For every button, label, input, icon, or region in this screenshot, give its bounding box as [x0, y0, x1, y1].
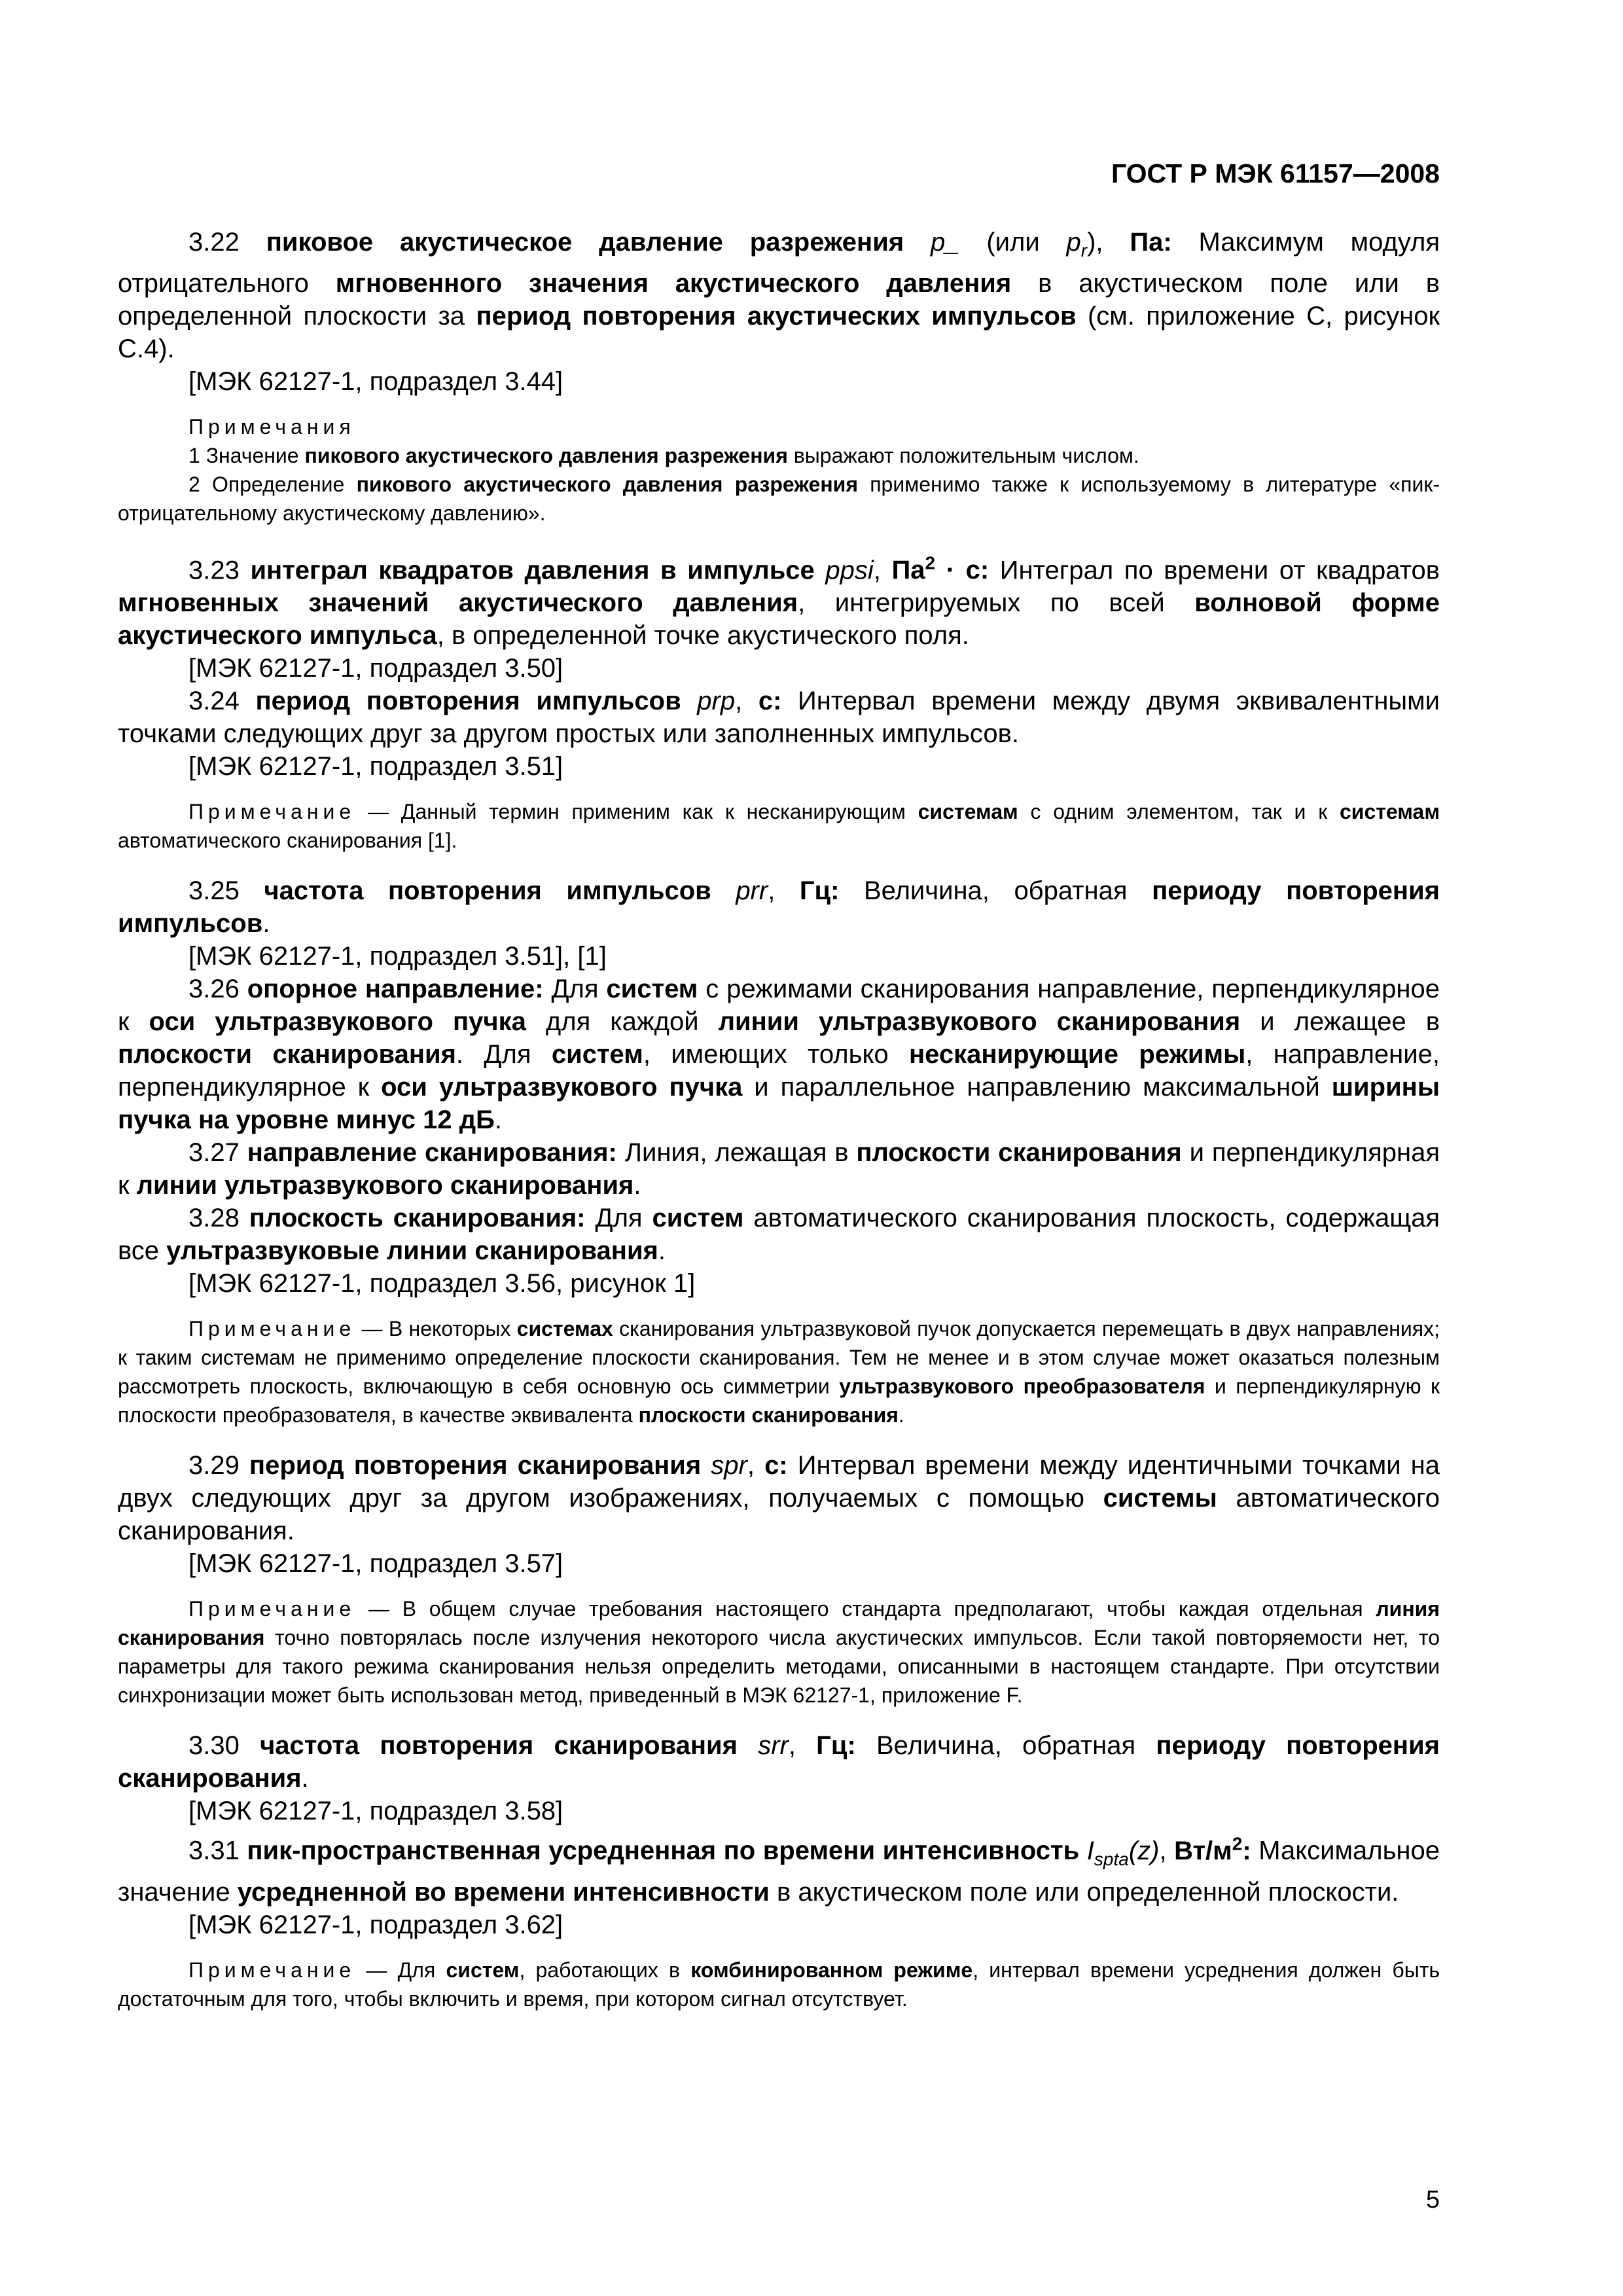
unit-tail: :: [1242, 1836, 1251, 1865]
term-symbol: p_: [930, 228, 960, 257]
bold-term: пикового акустического давления разрежения: [356, 473, 858, 496]
clause-3-31: 3.31 пик-пространственная усредненная по времени интенсивность $I_{spta}(z)$, $Вт/м^2$: Максимальное значение усредненной во времени интенсивности в акустическом поле или определенной плоскости.: [118, 1833, 1440, 1907]
term-symbol: [1086, 1836, 1160, 1869]
text: — В общем случае требования настоящего стандарта предполагают, чтобы каждая отдельная: [355, 1597, 1376, 1621]
note: [118, 1956, 1440, 2013]
text: , интервал времени усреднения должен быть достаточным для того, чтобы включить и время, при котором сигнал отсутствует.: [118, 1958, 1440, 2011]
unit-base: Па: [891, 556, 925, 585]
term: интеграл квадратов давления в импульсе: [250, 556, 815, 585]
text: , работающих в: [519, 1958, 691, 1982]
note-label: Примечание: [188, 800, 356, 824]
bold-term: несканирующие режимы: [909, 1040, 1246, 1069]
term-symbol: prp: [697, 687, 736, 716]
alt-symbol-base: p: [1066, 228, 1081, 257]
term-unit: Гц:: [799, 876, 840, 906]
bold-term: системах: [516, 1317, 613, 1341]
bold-term: периоду повторения сканирования: [118, 1731, 1440, 1793]
text: .: [658, 1236, 666, 1266]
clause-number: 3.22: [188, 228, 266, 257]
page-content: [118, 226, 1440, 2013]
bold-term: системам: [918, 800, 1018, 824]
note: [118, 1314, 1440, 1429]
term-unit: [891, 553, 990, 585]
bold-term: ультразвукового преобразователя: [839, 1374, 1205, 1399]
text: , в определенной точке акустического поля.: [437, 621, 969, 651]
bold-term: системам: [1339, 800, 1440, 824]
reference: [МЭК 62127-1, подраздел 3.57]: [188, 1549, 563, 1579]
bold-term: плоскости сканирования: [856, 1138, 1182, 1168]
text: .: [633, 1171, 641, 1200]
text: 1 Значение: [188, 444, 305, 467]
text: и лежащее в: [1240, 1007, 1440, 1037]
clause-number: 3.31: [188, 1836, 247, 1865]
clause-number: 3.26: [188, 975, 247, 1004]
text: .: [301, 1764, 309, 1793]
bold-term: систем: [606, 975, 698, 1004]
text: Максимальное значение: [118, 1836, 1440, 1907]
text: .: [494, 1105, 503, 1135]
clause-3-26: [118, 973, 1440, 1136]
text: Интервал времени между двумя эквивалентными точками следующих друг за другом простых или заполненных импульсов.: [118, 687, 1440, 749]
document-page: [118, 0, 1440, 2296]
term-unit: Па:: [1130, 228, 1172, 257]
clause-3-25: 3.25 частота повторения импульсов prr, Гц: Величина, обратная периоду повторения импульсов.: [118, 876, 1440, 939]
term-unit: с:: [764, 1451, 788, 1480]
term-unit: [1174, 1833, 1251, 1865]
term-symbol: ppsi: [825, 556, 874, 585]
bold-term: пикового акустического давления разрежения: [304, 444, 788, 467]
clause-3-28: [118, 1202, 1440, 1267]
bold-term: систем: [551, 1040, 643, 1069]
unit-base: Вт/м: [1174, 1836, 1232, 1865]
note: [118, 1594, 1440, 1710]
text: и параллельное направлению максимальной: [742, 1073, 1332, 1102]
term-symbol: prr: [736, 876, 768, 906]
text: (см. приложение С, рисунок С.4).: [118, 302, 1440, 363]
term-unit: с:: [758, 687, 782, 716]
clause-number: 3.30: [188, 1731, 260, 1761]
term: период повторения импульсов: [255, 687, 681, 716]
document-code-header: ГОСТ Р МЭК 61157—2008: [1111, 158, 1440, 188]
bold-term: мгновенных значений акустического давления: [118, 588, 798, 618]
clause-number: 3.23: [188, 556, 251, 585]
symbol-subscript: spta: [1094, 1848, 1129, 1869]
bold-term: систем: [652, 1204, 744, 1233]
term: пиковое акустическое давление разрежения: [266, 228, 904, 257]
text: для каждой: [526, 1007, 719, 1037]
note-label: Примечание: [188, 1317, 356, 1341]
text: (или: [959, 228, 1067, 257]
bold-term: системы: [1103, 1484, 1217, 1513]
bold-term: оси ультразвукового пучка: [381, 1073, 743, 1102]
text: Максимум модуля отрицательного: [118, 228, 1440, 298]
bold-term: оси ультразвукового пучка: [149, 1007, 526, 1037]
clause-3-27: [118, 1136, 1440, 1202]
text: применимо также к используемому в литературе «пик-отрицательному акустическому давлению».: [118, 473, 1440, 525]
term: частота повторения импульсов: [264, 876, 711, 906]
note-label: Примечание: [188, 1958, 356, 1982]
bold-term: ультразвуковые линии сканирования: [166, 1236, 658, 1266]
unit-tail: · с:: [935, 556, 990, 585]
bold-term: мгновенного значения акустического давления: [335, 269, 1012, 298]
text: Для: [585, 1204, 652, 1233]
text: с режимами сканирования направление, перпендикулярное к: [118, 975, 1440, 1037]
note-2: [118, 470, 1440, 528]
symbol-base: I: [1086, 1836, 1094, 1865]
note-1: [118, 441, 1440, 470]
bold-term: линии ультразвукового сканирования: [718, 1007, 1241, 1037]
reference: [МЭК 62127-1, подраздел 3.51], [1]: [188, 942, 607, 971]
clause-number: 3.28: [188, 1204, 249, 1233]
text: , имеющих только: [643, 1040, 910, 1069]
bold-term: волновой форме акустического импульса: [118, 588, 1440, 651]
clause-number: 3.25: [188, 876, 264, 906]
clause-number: 3.27: [188, 1138, 247, 1168]
text: автоматического сканирования.: [118, 1484, 1440, 1546]
term: опорное направление:: [247, 975, 544, 1004]
alt-symbol-subscript: r: [1080, 240, 1088, 260]
text: с одним элементом, так и к: [1018, 800, 1340, 824]
bold-term: ширины пучка на уровне минус 12 дБ: [118, 1073, 1440, 1135]
term-symbol: spr: [711, 1451, 747, 1480]
text: сканирования ультразвуковой пучок допускается перемещать в двух направлениях; к таким системам не применимо определение плоскости сканирования. Тем не менее и в этом случае может оказаться полезным рассмотреть плоскость, включающую в себя основную ось симметрии: [118, 1317, 1440, 1399]
text: Величина, обратная: [839, 876, 1152, 906]
text: .: [898, 1403, 904, 1427]
page-number: 5: [1425, 2186, 1440, 2214]
bold-term: периоду повторения импульсов: [118, 876, 1440, 939]
clause-number: 3.29: [188, 1451, 249, 1480]
text: ),: [1087, 228, 1130, 257]
term: плоскость сканирования:: [249, 1204, 586, 1233]
text: автоматического сканирования плоскость, содержащая все: [118, 1204, 1440, 1266]
note-label: Примечание: [188, 1597, 356, 1621]
text: в акустическом поле или в определенной плоскости за: [118, 269, 1440, 331]
bold-term: систем: [446, 1958, 520, 1982]
term: направление сканирования:: [247, 1138, 617, 1168]
clause-3-30: 3.30 частота повторения сканирования srr, Гц: Величина, обратная периоду повторения сканирования.: [118, 1731, 1440, 1793]
bold-term: линии ультразвукового сканирования: [136, 1171, 634, 1200]
term: период повторения сканирования: [249, 1451, 702, 1480]
term-unit: Гц:: [816, 1731, 856, 1761]
reference: [МЭК 62127-1, подраздел 3.56, рисунок 1]: [188, 1269, 696, 1299]
text: . Для: [455, 1040, 552, 1069]
text: Линия, лежащая в: [616, 1138, 857, 1168]
text: — Для: [355, 1958, 446, 1982]
reference: [МЭК 62127-1, подраздел 3.51]: [188, 752, 563, 781]
clause-3-23: 3.23 интеграл квадратов давления в импульсе ppsi, $Па^2 \cdot с$: Интеграл по времени от квадратов мгновенных значений акустического давления, интегрируемых по всей волновой форме акустического импульса, в определенной точке акустического поля.: [118, 553, 1440, 651]
text: Для: [543, 975, 607, 1004]
clause-3-29: 3.29 период повторения сканирования spr, с: Интервал времени между идентичными точками на двух следующих друг за другом изображениях, получаемых с помощью системы автоматического сканирования.: [118, 1451, 1440, 1546]
notes-heading: Примечания: [188, 415, 355, 439]
text: точно повторялась после излучения некоторого числа акустических импульсов. Если такой повторяемости нет, то параметры для такого режима сканирования нельзя определить методами, описанными в настоящем стандарте. При отсутствии синхронизации может быть использован метод, приведенный в МЭК 62127-1, приложение F.: [118, 1626, 1440, 1708]
text: — В некоторых: [355, 1317, 517, 1341]
symbol-argument: (z): [1128, 1836, 1160, 1865]
term: пик-пространственная усредненная по времени интенсивность: [247, 1836, 1080, 1865]
unit-superscript: 2: [1232, 1833, 1243, 1854]
term: частота повторения сканирования: [260, 1731, 738, 1761]
bold-term: линия сканирования: [118, 1597, 1440, 1650]
term-symbol: srr: [758, 1731, 789, 1761]
text: , направление, перпендикулярное к: [118, 1040, 1440, 1102]
text: Величина, обратная: [855, 1731, 1156, 1761]
text: Интервал времени между идентичными точками на двух следующих друг за другом изображениях, получаемых с помощью: [118, 1451, 1440, 1513]
text: .: [262, 909, 270, 939]
text: 2 Определение: [188, 473, 357, 496]
reference: [МЭК 62127-1, подраздел 3.44]: [188, 367, 563, 396]
text: Интеграл по времени от квадратов: [989, 556, 1440, 585]
note: [118, 797, 1440, 855]
reference: [МЭК 62127-1, подраздел 3.58]: [188, 1797, 563, 1826]
bold-term: плоскости сканирования: [118, 1040, 456, 1069]
unit-superscript: 2: [925, 553, 936, 573]
bold-term: период повторения акустических импульсов: [476, 302, 1077, 331]
bold-term: комбинированном режиме: [690, 1958, 973, 1982]
bold-term: усредненной во времени интенсивности: [237, 1877, 770, 1907]
clause-3-22: [118, 226, 1440, 365]
text: , интегрируемых по всей: [798, 588, 1195, 618]
text: и перпендикулярную к плоскости преобразователя, в качестве эквивалента: [118, 1374, 1440, 1427]
text: — Данный термин применим как к несканирующим: [355, 800, 918, 824]
clause-number: 3.24: [188, 687, 256, 716]
text: и перпендикулярная к: [118, 1138, 1440, 1200]
text: выражают положительным числом.: [787, 444, 1139, 467]
reference: [МЭК 62127-1, подраздел 3.50]: [188, 654, 563, 683]
text: в акустическом поле или определенной плоскости.: [769, 1877, 1399, 1907]
clause-3-24: 3.24 период повторения импульсов prp, с: Интервал времени между двумя эквивалентными точками следующих друг за другом простых или заполненных импульсов.: [118, 687, 1440, 749]
reference: [МЭК 62127-1, подраздел 3.62]: [188, 1910, 563, 1939]
text: автоматического сканирования [1].: [118, 829, 457, 853]
alt-symbol: [1066, 228, 1088, 260]
bold-term: плоскости сканирования: [638, 1403, 899, 1427]
